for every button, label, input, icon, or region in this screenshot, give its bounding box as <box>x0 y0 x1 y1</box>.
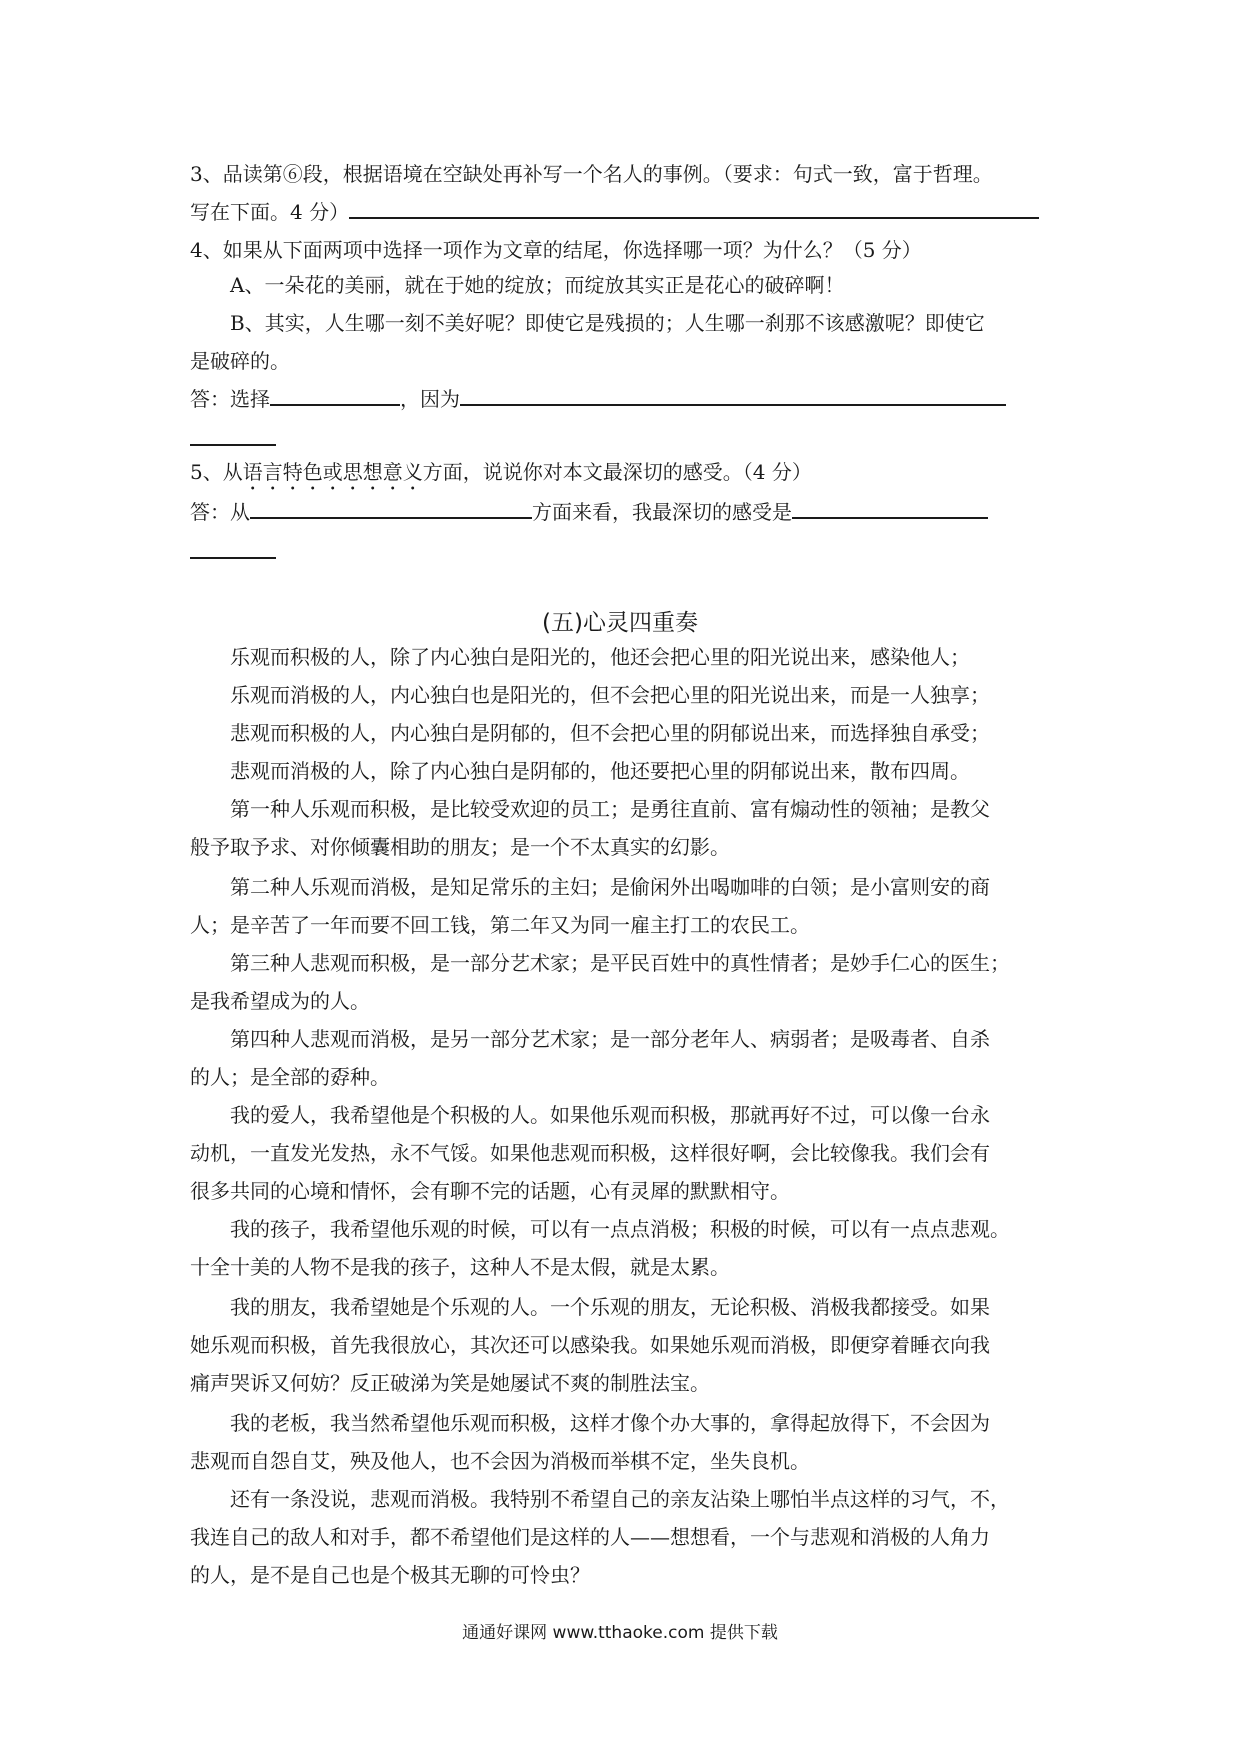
article-line: 般予取予求、对你倾囊相助的朋友；是一个不太真实的幻影。 <box>190 835 730 859</box>
question-5-suffix: 方面，说说你对本文最深切的感受。（4 分） <box>422 460 812 484</box>
question-5-answer-mid: 方面来看，我最深切的感受是 <box>532 500 792 524</box>
question-4-title: 4、如果从下面两项中选择一项作为文章的结尾，你选择哪一项？为什么？（5 分） <box>190 238 922 262</box>
article-line: 乐观而积极的人，除了内心独白是阳光的，他还会把心里的阳光说出来，感染他人； <box>230 645 970 669</box>
question-4-answer-line <box>190 382 1070 416</box>
question-4-option-b-line-2: 是破碎的。 <box>190 349 290 373</box>
article-line: 我的老板，我当然希望他乐观而积极，这样才像个办大事的，拿得起放得下，不会因为 <box>230 1411 990 1435</box>
article-line: 第三种人悲观而积极，是一部分艺术家；是平民百姓中的真性情者；是妙手仁心的医生； <box>230 951 1010 975</box>
question-4-choice-blank[interactable] <box>270 382 400 406</box>
article-line: 她乐观而积极，首先我很放心，其次还可以感染我。如果她乐观而消极，即便穿着睡衣向我 <box>190 1333 990 1357</box>
question-5-emphasis: 语言特色或思想意义 <box>242 460 423 484</box>
article-line: 第二种人乐观而消极，是知足常乐的主妇；是偷闲外出喝咖啡的白领；是小富则安的商 <box>230 875 990 899</box>
question-4-reason-blank[interactable] <box>460 382 1006 406</box>
article-line: 动机，一直发光发热，永不气馁。如果他悲观而积极，这样很好啊，会比较像我。我们会有 <box>190 1141 990 1165</box>
article-line: 第一种人乐观而积极，是比较受欢迎的员工；是勇往直前、富有煽动性的领袖；是教父 <box>230 797 990 821</box>
article-line: 悲观而积极的人，内心独白是阴郁的，但不会把心里的阴郁说出来，而选择独自承受； <box>230 721 990 745</box>
question-4-option-a: A、一朵花的美丽，就在于她的绽放；而绽放其实正是花心的破碎啊！ <box>230 273 845 297</box>
article-title: (五)心灵四重奏 <box>542 610 698 636</box>
article-line: 还有一条没说，悲观而消极。我特别不希望自己的亲友沾染上哪怕半点这样的习气，不， <box>230 1487 1010 1511</box>
question-4-answer-prefix: 答：选择 <box>190 387 270 411</box>
article-line: 我连自己的敌人和对手，都不希望他们是这样的人——想想看，一个与悲观和消极的人角力 <box>190 1525 990 1549</box>
page-footer: 通通好课网 www.tthaoke.com 提供下载 <box>462 1623 778 1643</box>
question-5-feeling-blank-continued[interactable] <box>190 557 276 559</box>
question-3-text: 写在下面。4 分） <box>190 200 350 224</box>
article-line: 痛声哭诉又何妨？反正破涕为笑是她屡试不爽的制胜法宝。 <box>190 1371 710 1395</box>
article-line: 悲观而消极的人，除了内心独白是阴郁的，他还要把心里的阴郁说出来，散布四周。 <box>230 759 970 783</box>
article-line: 是我希望成为的人。 <box>190 989 370 1013</box>
question-3-line-2 <box>190 195 1070 229</box>
question-4-answer-mid: ，因为 <box>400 387 460 411</box>
article-line: 我的朋友，我希望她是个乐观的人。一个乐观的朋友，无论积极、消极我都接受。如果 <box>230 1295 990 1319</box>
article-line: 很多共同的心境和情怀，会有聊不完的话题，心有灵犀的默默相守。 <box>190 1179 790 1203</box>
article-line: 人；是辛苦了一年而要不回工钱，第二年又为同一雇主打工的农民工。 <box>190 913 810 937</box>
article-line: 乐观而消极的人，内心独白也是阳光的，但不会把心里的阳光说出来，而是一人独享； <box>230 683 990 707</box>
article-line: 我的爱人，我希望他是个积极的人。如果他乐观而积极，那就再好不过，可以像一台永 <box>230 1103 990 1127</box>
article-line: 十全十美的人物不是我的孩子，这种人不是太假，就是太累。 <box>190 1255 730 1279</box>
question-5-aspect-blank[interactable] <box>250 495 532 519</box>
question-5-answer-line <box>190 495 1070 529</box>
question-5-prefix: 5、从 <box>190 460 243 484</box>
article-line: 第四种人悲观而消极，是另一部分艺术家；是一部分老年人、病弱者；是吸毒者、自杀 <box>230 1027 990 1051</box>
question-3-line-1: 3、品读第⑥段，根据语境在空缺处再补写一个名人的事例。（要求：句式一致，富于哲理。 <box>190 162 993 186</box>
article-line: 悲观而自怨自艾，殃及他人，也不会因为消极而举棋不定，坐失良机。 <box>190 1449 810 1473</box>
question-5-title <box>190 455 1070 495</box>
article-line: 我的孩子，我希望他乐观的时候，可以有一点点消极；积极的时候，可以有一点点悲观。 <box>230 1217 1010 1241</box>
article-line: 的人；是全部的孬种。 <box>190 1065 390 1089</box>
question-3-answer-blank[interactable] <box>349 195 1039 219</box>
question-4-reason-blank-continued[interactable] <box>190 444 276 446</box>
question-4-option-b-line-1: B、其实，人生哪一刻不美好呢？即使它是残损的；人生哪一刹那不该感激呢？即使它 <box>230 311 985 335</box>
question-5-feeling-blank[interactable] <box>792 495 988 519</box>
question-5-answer-prefix: 答：从 <box>190 500 250 524</box>
article-line: 的人，是不是自己也是个极其无聊的可怜虫？ <box>190 1563 590 1587</box>
